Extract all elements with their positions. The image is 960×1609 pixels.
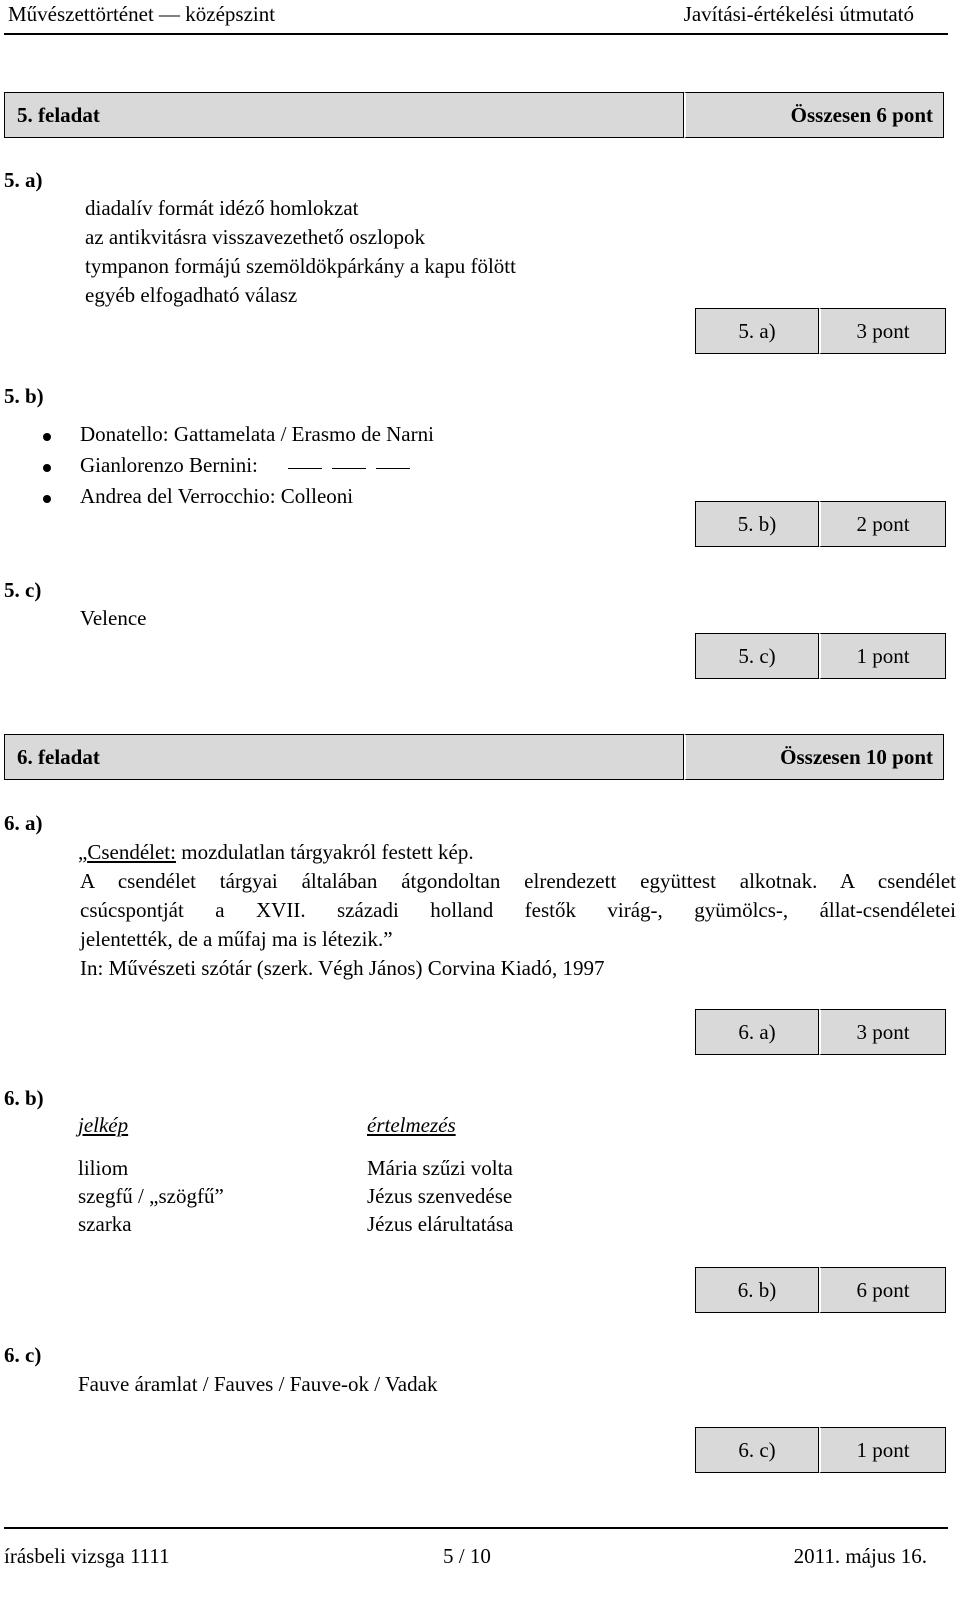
score-value: 1 pont: [819, 1427, 946, 1473]
score-box-5c: [695, 633, 946, 679]
task5-title: 5. feladat: [4, 92, 684, 138]
score-value: 1 pont: [819, 633, 946, 679]
score-label: 6. c): [695, 1427, 819, 1473]
score-value: 2 pont: [819, 501, 946, 547]
task6-title: 6. feladat: [4, 734, 684, 780]
task6c-label: 6. c): [4, 1343, 42, 1367]
score-label: 5. b): [695, 501, 819, 547]
footer-page-number: 5 / 10: [443, 1544, 491, 1568]
table-cell-symbol: liliom: [78, 1156, 129, 1180]
task6a-definition: „Csendélet: mozdulatlan tárgyakról festett kép.: [78, 840, 474, 864]
footer-rule: [4, 1527, 948, 1529]
term: Csendélet:: [87, 840, 176, 864]
bullet-icon: [43, 464, 51, 472]
task6-bar: [4, 734, 944, 780]
score-box-6a: [695, 1009, 946, 1055]
table-cell-symbol: szegfű / „szögfű”: [78, 1184, 224, 1208]
task5-bar: [4, 92, 944, 138]
score-box-6c: [695, 1427, 946, 1473]
score-box-5a: [695, 308, 946, 354]
header-rule: [4, 33, 948, 35]
task6a-line: jelentették, de a műfaj ma is létezik.”: [80, 927, 393, 951]
score-label: 6. b): [695, 1267, 819, 1313]
score-box-5b: [695, 501, 946, 547]
score-value: 3 pont: [819, 308, 946, 354]
table-cell-meaning: Mária szűzi volta: [367, 1156, 513, 1180]
task5a-line: diadalív formát idéző homlokzat: [85, 196, 359, 220]
task5a-line: tympanon formájú szemöldökpárkány a kapu fölött: [85, 254, 516, 278]
task6-total: Összesen 10 pont: [684, 734, 944, 780]
task6a-source: In: Művészeti szótár (szerk. Végh János) Corvina Kiadó, 1997: [80, 956, 605, 980]
column-header-meaning: értelmezés: [367, 1113, 456, 1137]
blank-dashes: [288, 455, 420, 480]
task6c-answer: Fauve áramlat / Fauves / Fauve-ok / Vadak: [78, 1372, 438, 1396]
header-right: Javítási-értékelési útmutató: [683, 2, 914, 26]
task5-total: Összesen 6 pont: [684, 92, 944, 138]
table-cell-meaning: Jézus elárultatása: [367, 1212, 514, 1236]
column-header-symbol: jelkép: [78, 1113, 129, 1137]
score-label: 6. a): [695, 1009, 819, 1055]
task5a-line: az antikvitásra visszavezethető oszlopok: [85, 225, 425, 249]
score-box-6b: [695, 1267, 946, 1313]
task6b-label: 6. b): [4, 1086, 44, 1110]
score-value: 3 pont: [819, 1009, 946, 1055]
footer-date: 2011. május 16.: [793, 1544, 927, 1568]
task5b-label: 5. b): [4, 384, 44, 408]
table-cell-meaning: Jézus szenvedése: [367, 1184, 513, 1208]
header-left: Művészettörténet — középszint: [8, 2, 276, 26]
bullet-icon: [43, 495, 51, 503]
footer-left: írásbeli vizsga 1111: [4, 1544, 170, 1568]
task6a-line: A csendélet tárgyai általában átgondoltan elrendezett együttest alkotnak. A csendélet: [80, 869, 956, 893]
task5a-line: egyéb elfogadható válasz: [85, 283, 298, 307]
bullet-icon: [43, 433, 51, 441]
score-label: 5. c): [695, 633, 819, 679]
task6a-line: csúcspontját a XVII. századi holland festők virág-, gyümölcs-, állat-csendéletei: [80, 898, 956, 922]
task5c-label: 5. c): [4, 578, 42, 602]
task5a-label: 5. a): [4, 168, 43, 192]
score-value: 6 pont: [819, 1267, 946, 1313]
table-cell-symbol: szarka: [78, 1212, 132, 1236]
score-label: 5. a): [695, 308, 819, 354]
task5c-answer: Velence: [80, 606, 147, 630]
task6a-label: 6. a): [4, 811, 43, 835]
